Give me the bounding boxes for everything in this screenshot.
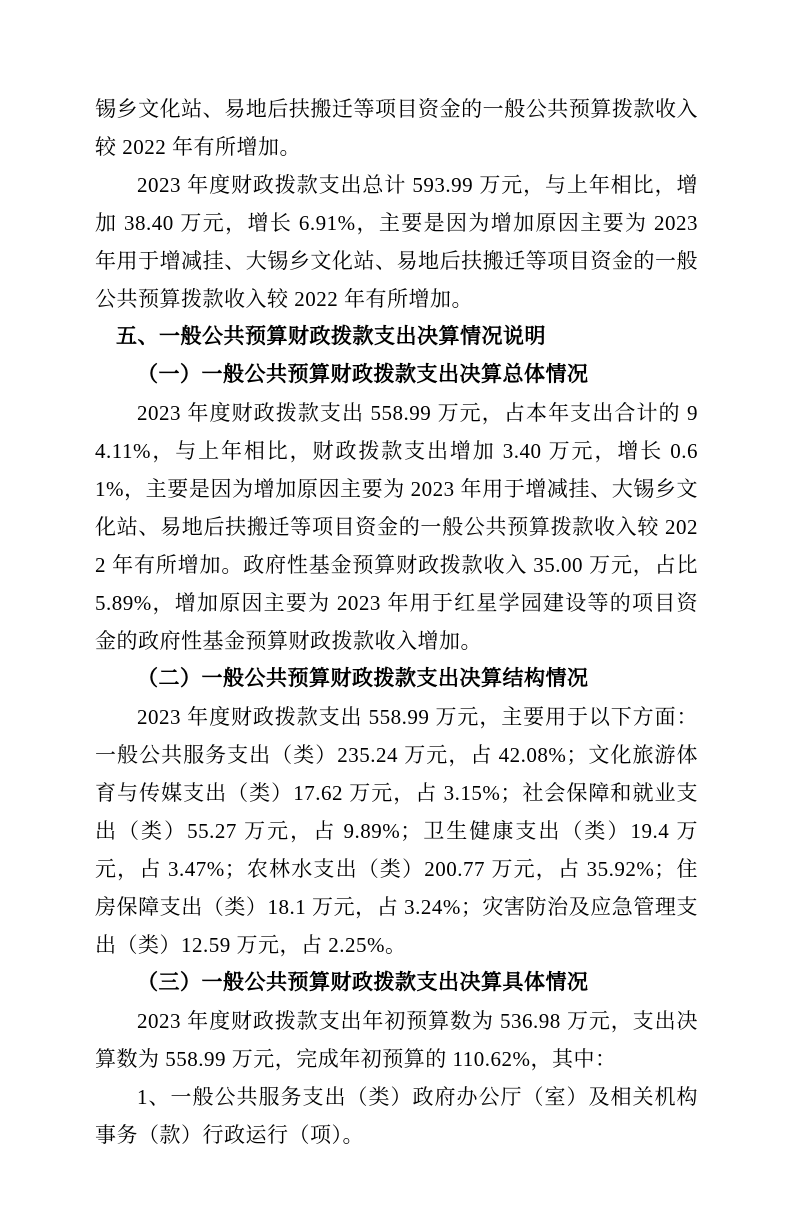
paragraph-structure-breakdown: 2023 年度财政拨款支出 558.99 万元，主要用于以下方面：一般公共服务支出（类）235.24 万元，占 42.08%；文化旅游体育与传媒支出（类）17.62 万元，占 3.15%；社会保障和就业支出（类）55.27 万元，占 9.89%；卫生健康支出（类）19.4 万元，占 3.47%；农林水支出（类）200.77 万元，占 35.92%；住房保障支出（类）18.1 万元，占 3.24%；灾害防治及应急管理支出（类）12.59 万元，占 2.25%。 [95, 705, 698, 957]
paragraph-budget-vs-final: 2023 年度财政拨款支出年初预算数为 536.98 万元，支出决算数为 558.99 万元，完成年初预算的 110.62%，其中： [95, 1009, 698, 1071]
section-heading-five: 五、一般公共预算财政拨款支出决算情况说明 [116, 325, 546, 348]
paragraph-continuation: 锡乡文化站、易地后扶搬迁等项目资金的一般公共预算拨款收入较 2022 年有所增加。 [95, 97, 698, 159]
subsection-heading-three: （三）一般公共预算财政拨款支出决算具体情况 [137, 971, 589, 994]
paragraph-item-one: 1、一般公共服务支出（类）政府办公厅（室）及相关机构事务（款）行政运行（项）。 [95, 1085, 698, 1147]
subsection-heading-one: （一）一般公共预算财政拨款支出决算总体情况 [137, 363, 589, 386]
subsection-heading-two: （二）一般公共预算财政拨款支出决算结构情况 [137, 667, 589, 690]
paragraph-overall-situation: 2023 年度财政拨款支出 558.99 万元，占本年支出合计的 94.11%，与上年相比，财政拨款支出增加 3.40 万元，增长 0.61%，主要是因为增加原因主要为 2023 年用于增减挂、大锡乡文化站、易地后扶搬迁等项目资金的一般公共预算拨款收入较 2022 年有所增加。政府性基金预算财政拨款收入 35.00 万元，占比 5.89%，增加原因主要为 2023 年用于红星学园建设等的项目资金的政府性基金预算财政拨款收入增加。 [95, 401, 698, 653]
paragraph-fiscal-expenditure-total: 2023 年度财政拨款支出总计 593.99 万元，与上年相比，增加 38.40 万元，增长 6.91%，主要是因为增加原因主要为 2023 年用于增减挂、大锡乡文化站、易地后扶搬迁等项目资金的一般公共预算拨款收入较 2022 年有所增加。 [95, 173, 698, 311]
